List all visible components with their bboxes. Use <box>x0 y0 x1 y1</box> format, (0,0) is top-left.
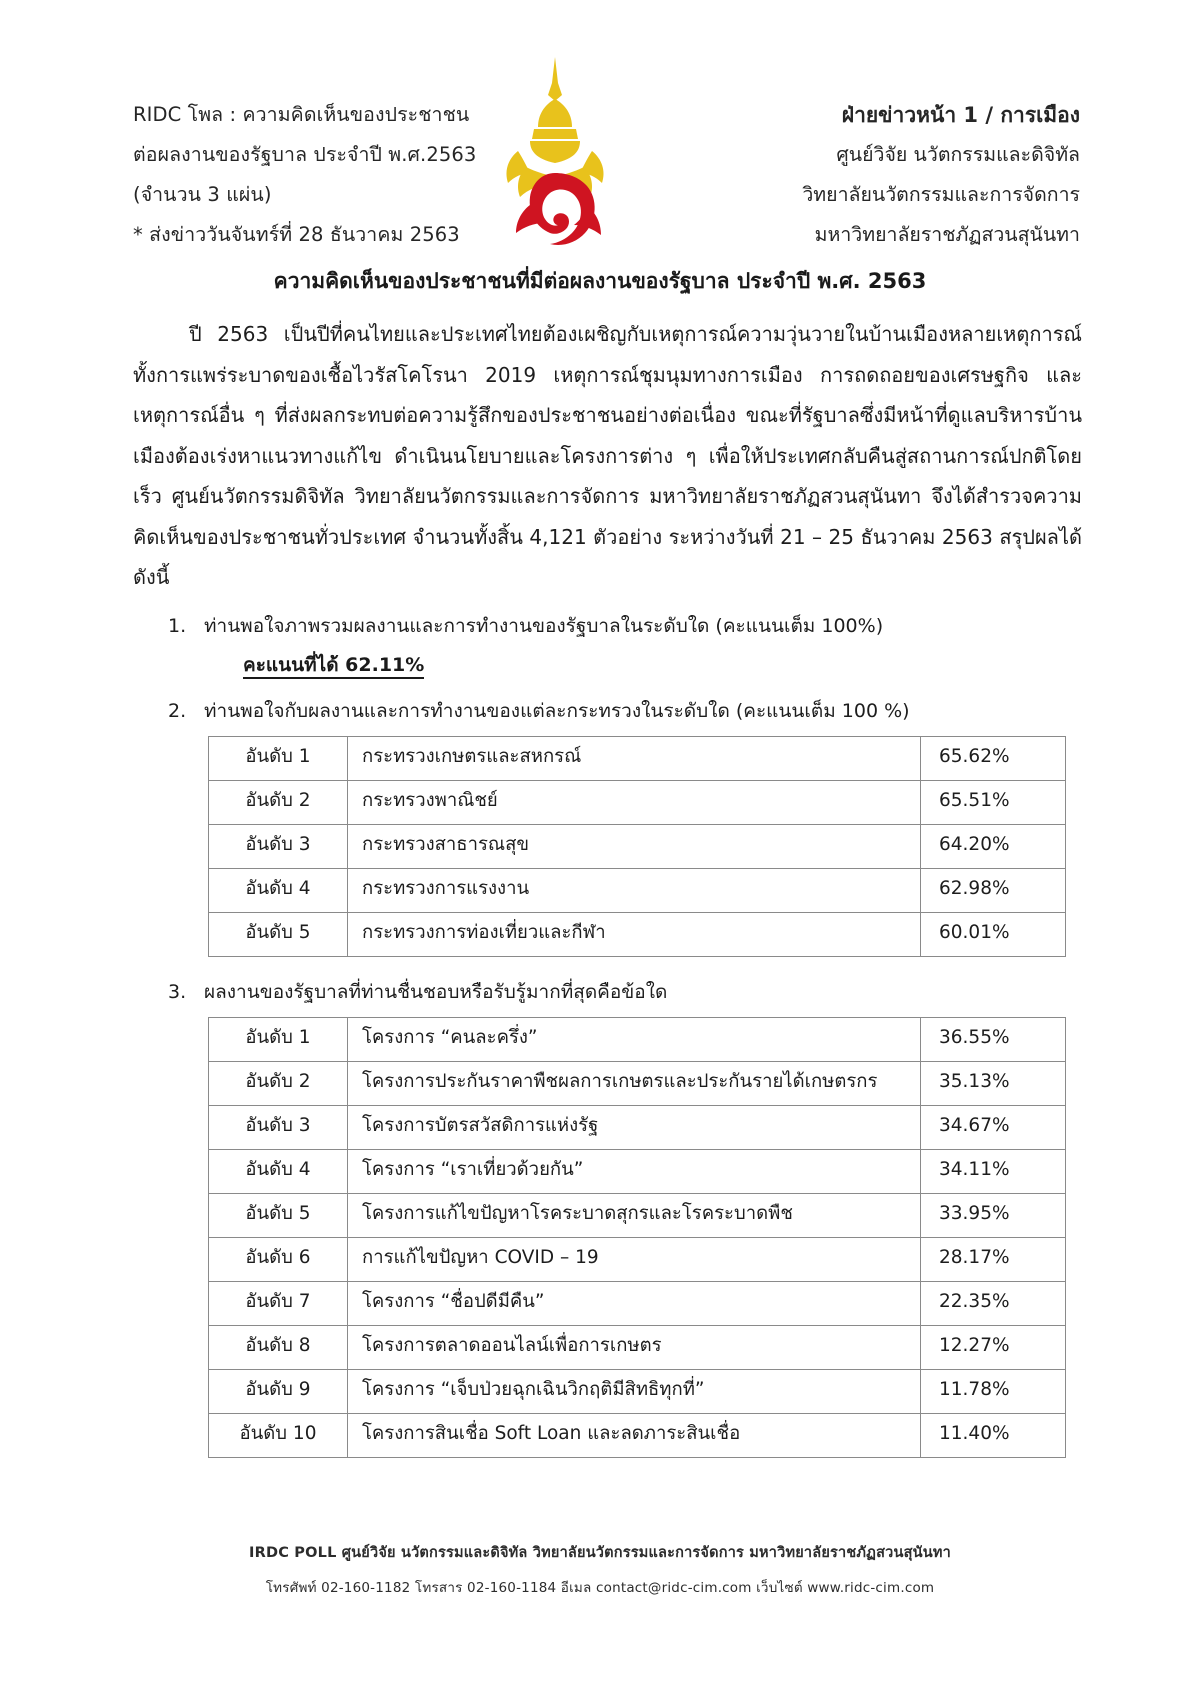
table-row <box>209 1017 1066 1061</box>
pct-cell: 35.13% <box>921 1061 1066 1105</box>
royal-emblem-icon <box>500 55 610 255</box>
question-1-score <box>133 647 1082 683</box>
pct-cell: 36.55% <box>921 1017 1066 1061</box>
table-row <box>209 1369 1066 1413</box>
rank-cell: อันดับ 6 <box>209 1237 348 1281</box>
intro-paragraph <box>133 314 1082 598</box>
rank-cell: อันดับ 2 <box>209 1061 348 1105</box>
question-1 <box>133 607 1082 645</box>
table-row <box>209 868 1066 912</box>
header-left-line-3: (จำนวน 3 แผ่น) <box>133 183 272 206</box>
name-cell: โครงการ “เจ็บป่วยฉุกเฉินวิกฤติมีสิทธิทุกที่” <box>348 1369 921 1413</box>
pct-cell: 60.01% <box>921 912 1066 956</box>
rank-cell: อันดับ 3 <box>209 1105 348 1149</box>
ministries-table-body <box>209 736 1066 956</box>
name-cell: โครงการบัตรสวัสดิการแห่งรัฐ <box>348 1105 921 1149</box>
pct-cell: 62.98% <box>921 868 1066 912</box>
table-row <box>209 1149 1066 1193</box>
question-3-text: ผลงานของรัฐบาลที่ท่านชื่นชอบหรือรับรู้มากที่สุดคือข้อใด <box>204 980 668 1003</box>
rank-cell: อันดับ 10 <box>209 1413 348 1457</box>
question-1-score-value: คะแนนที่ได้ 62.11% <box>243 654 424 679</box>
pct-cell: 22.35% <box>921 1281 1066 1325</box>
table-row <box>209 1237 1066 1281</box>
table-row <box>209 824 1066 868</box>
intro-paragraph-text: ปี 2563 เป็นปีที่คนไทยและประเทศไทยต้องเผชิญกับเหตุการณ์ความวุ่นวายในบ้านเมืองหลายเหตุการณ์ ทั้งการแพร่ระบาดของเชื้อไวรัสโคโรนา 2019 เหตุการณ์ชุมนุมทางการเมือง การถดถอยของเศรษฐกิจ และเหตุการณ์อื่น ๆ ที่ส่งผลกระทบต่อความรู้สึกของประชาชนอย่างต่อเนื่อง ขณะที่รัฐบาลซึ่งมีหน้าที่ดูแลบริหารบ้านเมืองต้องเร่งหาแนวทางแก้ไข ดำเนินนโยบายและโครงการต่าง ๆ เพื่อให้ประเทศกลับคืนสู่สถานการณ์ปกติโดยเร็ว ศูนย์นวัตกรรมดิจิทัล วิทยาลัยนวัตกรรมและการจัดการ มหาวิทยาลัยราชภัฏสวนสุนันทา จึงได้สำรวจความคิดเห็นของประชาชนทั่วประเทศ จำนวนทั้งสิ้น 4,121 ตัวอย่าง ระหว่างวันที่ 21 – 25 ธันวาคม 2563 สรุปผลได้ดังนี้ <box>133 322 1082 589</box>
header-right-line-2: ศูนย์วิจัย นวัตกรรมและดิจิทัล <box>836 143 1080 166</box>
rank-cell: อันดับ 4 <box>209 868 348 912</box>
ministries-table-wrapper <box>0 736 1200 957</box>
pct-cell: 11.78% <box>921 1369 1066 1413</box>
rank-cell: อันดับ 1 <box>209 1017 348 1061</box>
table-row <box>209 1325 1066 1369</box>
name-cell: การแก้ไขปัญหา COVID – 19 <box>348 1237 921 1281</box>
pct-cell: 34.67% <box>921 1105 1066 1149</box>
header-right-block <box>685 95 1080 255</box>
table-row <box>209 1281 1066 1325</box>
name-cell: โครงการประกันราคาพืชผลการเกษตรและประกันรายได้เกษตรกร <box>348 1061 921 1105</box>
pct-cell: 65.51% <box>921 780 1066 824</box>
question-3-number: 3. <box>168 980 187 1003</box>
question-3 <box>133 973 1082 1011</box>
rank-cell: อันดับ 8 <box>209 1325 348 1369</box>
rank-cell: อันดับ 9 <box>209 1369 348 1413</box>
pct-cell: 65.62% <box>921 736 1066 780</box>
header-right-line-4: มหาวิทยาลัยราชภัฏสวนสุนันทา <box>814 223 1080 246</box>
pct-cell: 28.17% <box>921 1237 1066 1281</box>
rank-cell: อันดับ 4 <box>209 1149 348 1193</box>
header-left-line-4: * ส่งข่าววันจันทร์ที่ 28 ธันวาคม 2563 <box>133 223 460 246</box>
footer-organization: IRDC POLL ศูนย์วิจัย นวัตกรรมและดิจิทัล วิทยาลัยนวัตกรรมและการจัดการ มหาวิทยาลัยราชภัฏสวนสุนันทา <box>249 1545 951 1561</box>
document-footer <box>0 1541 1200 1598</box>
name-cell: โครงการสินเชื่อ Soft Loan และลดภาระสินเชื่อ <box>348 1413 921 1457</box>
header-right-line-1: ฝ่ายข่าวหน้า 1 / การเมือง <box>841 103 1080 127</box>
rank-cell: อันดับ 2 <box>209 780 348 824</box>
name-cell: โครงการ “เราเที่ยวด้วยกัน” <box>348 1149 921 1193</box>
name-cell: กระทรวงสาธารณสุข <box>348 824 921 868</box>
table-row <box>209 1193 1066 1237</box>
rank-cell: อันดับ 7 <box>209 1281 348 1325</box>
question-1-number: 1. <box>168 614 187 637</box>
name-cell: โครงการ “ชื่อปดีมีคืน” <box>348 1281 921 1325</box>
header-left-line-2: ต่อผลงานของรัฐบาล ประจำปี พ.ศ.2563 <box>133 143 477 166</box>
ministries-table <box>208 736 1066 957</box>
pct-cell: 12.27% <box>921 1325 1066 1369</box>
table-row <box>209 780 1066 824</box>
pct-cell: 33.95% <box>921 1193 1066 1237</box>
name-cell: กระทรวงเกษตรและสหกรณ์ <box>348 736 921 780</box>
projects-table <box>208 1017 1066 1458</box>
rank-cell: อันดับ 5 <box>209 912 348 956</box>
question-1-text: ท่านพอใจภาพรวมผลงานและการทำงานของรัฐบาลในระดับใด (คะแนนเต็ม 100%) <box>204 614 884 637</box>
name-cell: กระทรวงพาณิชย์ <box>348 780 921 824</box>
page-title: ความคิดเห็นของประชาชนที่มีต่อผลงานของรัฐบาล ประจำปี พ.ศ. 2563 <box>273 269 927 293</box>
name-cell: กระทรวงการท่องเที่ยวและกีฬา <box>348 912 921 956</box>
name-cell: กระทรวงการแรงงาน <box>348 868 921 912</box>
header-right-line-3: วิทยาลัยนวัตกรรมและการจัดการ <box>802 183 1080 206</box>
projects-table-body <box>209 1017 1066 1457</box>
name-cell: โครงการแก้ไขปัญหาโรคระบาดสุกรและโรคระบาดพืช <box>348 1193 921 1237</box>
rank-cell: อันดับ 3 <box>209 824 348 868</box>
table-row <box>209 736 1066 780</box>
header-left-block <box>133 95 563 255</box>
pct-cell: 34.11% <box>921 1149 1066 1193</box>
pct-cell: 11.40% <box>921 1413 1066 1457</box>
rank-cell: อันดับ 5 <box>209 1193 348 1237</box>
name-cell: โครงการ “คนละครึ่ง” <box>348 1017 921 1061</box>
table-row <box>209 1105 1066 1149</box>
question-2 <box>133 692 1082 730</box>
header-left-line-1: RIDC โพล : ความคิดเห็นของประชาชน <box>133 103 470 126</box>
pct-cell: 64.20% <box>921 824 1066 868</box>
rank-cell: อันดับ 1 <box>209 736 348 780</box>
question-2-text: ท่านพอใจกับผลงานและการทำงานของแต่ละกระทรวงในระดับใด (คะแนนเต็ม 100 %) <box>204 699 910 722</box>
projects-table-wrapper <box>0 1017 1200 1458</box>
document-header <box>0 0 1200 255</box>
question-2-number: 2. <box>168 699 187 722</box>
footer-contact: โทรศัพท์ 02-160-1182 โทรสาร 02-160-1184 อีเมล contact@ridc-cim.com เว็บไซต์ www.ridc-cim.com <box>265 1580 935 1596</box>
document-body-2 <box>0 973 1200 1011</box>
table-row <box>209 912 1066 956</box>
table-row <box>209 1413 1066 1457</box>
document-body <box>0 314 1200 730</box>
table-row <box>209 1061 1066 1105</box>
name-cell: โครงการตลาดออนไลน์เพื่อการเกษตร <box>348 1325 921 1369</box>
